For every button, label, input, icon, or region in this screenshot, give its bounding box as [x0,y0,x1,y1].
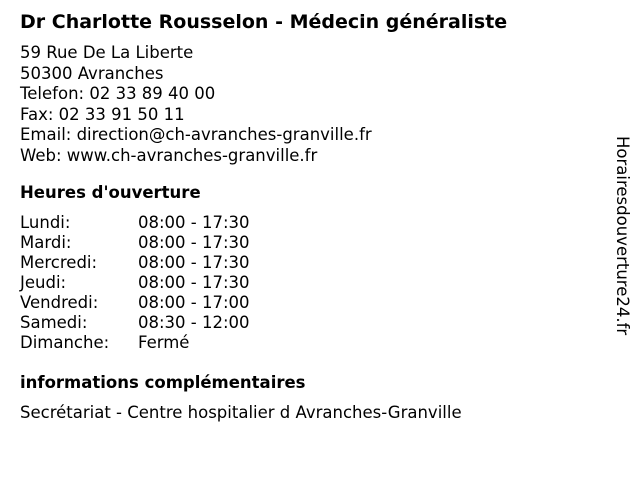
time-value: 08:00 - 17:30 [138,253,250,272]
site-watermark: Horairesdouverture24.fr [613,136,632,336]
day-label: Vendredi: [20,293,99,312]
hours-row-sunday [20,333,280,353]
hours-row-wednesday [20,253,280,273]
email-line: Email: direction@ch-avranches-granville.fr [20,125,372,144]
day-label: Jeudi: [20,273,67,292]
time-value: 08:30 - 12:00 [138,313,250,332]
hours-row-monday [20,213,280,233]
web-line: Web: www.ch-avranches-granville.fr [20,145,318,165]
day-label: Lundi: [20,213,71,232]
page-title: Dr Charlotte Rousselon - Médecin généraliste [20,11,508,33]
time-value: 08:00 - 17:30 [138,213,250,232]
day-label: Mercredi: [20,253,98,272]
opening-hours-table [20,213,280,353]
hours-row-friday [20,293,280,313]
address-city: 50300 Avranches [20,63,164,83]
phone-line: Telefon: 02 33 89 40 00 [20,84,216,103]
address-street: 59 Rue De La Liberte [20,43,194,62]
additional-info-text: Secrétariat - Centre hospitalier d Avranches-Granville [20,403,462,422]
day-label: Mardi: [20,233,72,252]
hours-row-saturday [20,313,280,333]
day-label: Dimanche: [20,333,110,352]
fax-line: Fax: 02 33 91 50 11 [20,104,185,124]
additional-info-heading: informations complémentaires [20,373,306,392]
opening-hours-heading: Heures d'ouverture [20,183,201,202]
day-label: Samedi: [20,313,88,332]
time-value: 08:00 - 17:30 [138,273,250,292]
time-value: Fermé [138,333,190,352]
hours-row-tuesday [20,233,280,253]
time-value: 08:00 - 17:30 [138,233,250,252]
time-value: 08:00 - 17:00 [138,293,250,312]
hours-row-thursday [20,273,280,293]
contact-block [20,43,372,166]
